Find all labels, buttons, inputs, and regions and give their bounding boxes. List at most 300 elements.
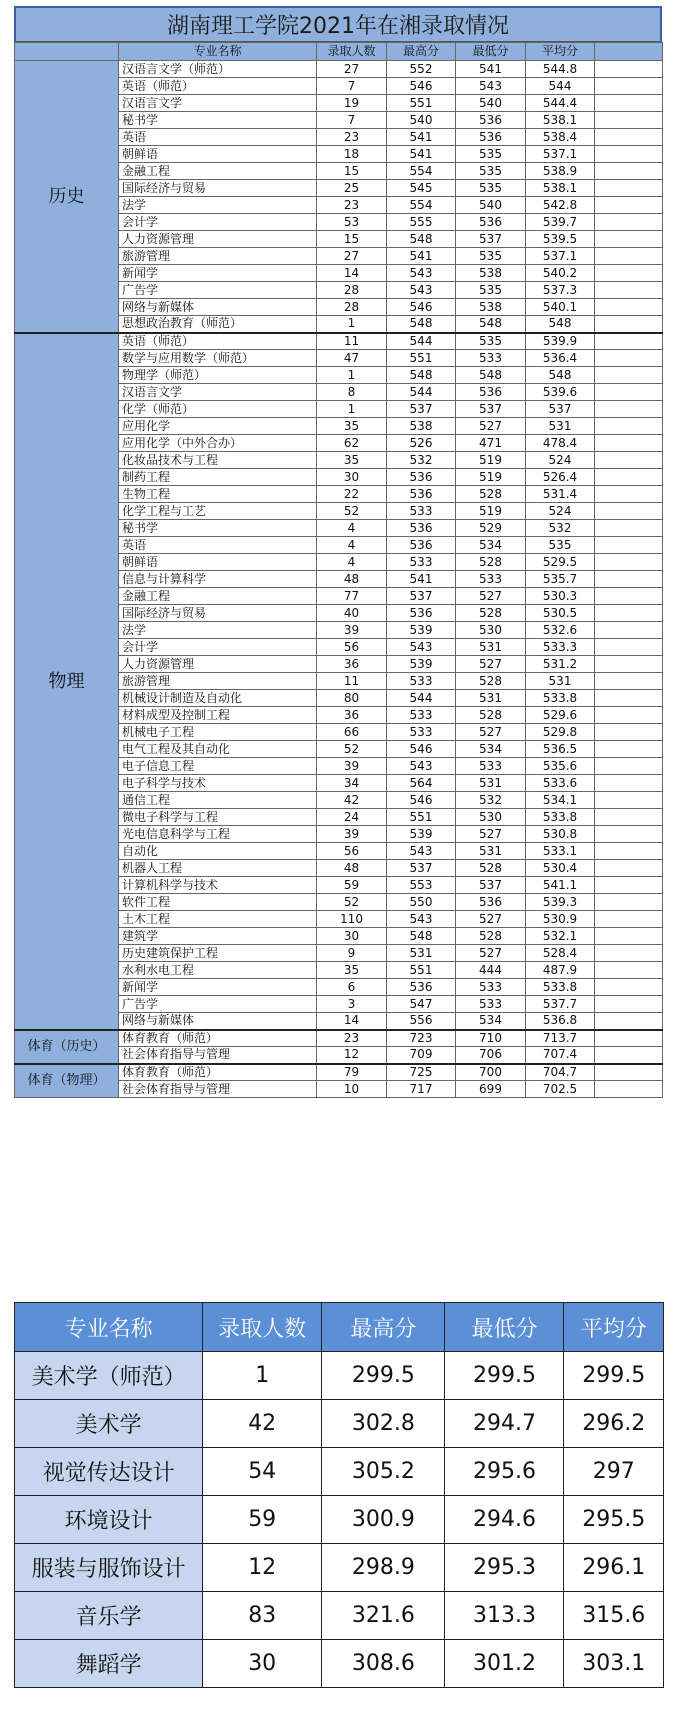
count-cell: 10 xyxy=(317,1081,387,1098)
table-row xyxy=(15,1496,664,1544)
empty-cell xyxy=(595,554,663,571)
count-cell: 36 xyxy=(317,656,387,673)
max-score-cell: 548 xyxy=(387,231,456,248)
count-cell: 52 xyxy=(317,741,387,758)
min-score-cell: 527 xyxy=(456,911,526,928)
lower-table-grid xyxy=(14,1302,664,1688)
max-score-cell: 564 xyxy=(387,775,456,792)
count-cell: 24 xyxy=(317,809,387,826)
max-score-cell: 548 xyxy=(387,316,456,333)
max-score-cell: 552 xyxy=(387,61,456,78)
avg-score-cell: 532.6 xyxy=(526,622,595,639)
count-cell: 15 xyxy=(317,163,387,180)
max-score-cell: 539 xyxy=(387,826,456,843)
major-cell: 材料成型及控制工程 xyxy=(119,707,317,724)
major-cell: 汉语言文学（师范） xyxy=(119,61,317,78)
max-score-cell: 533 xyxy=(387,673,456,690)
count-cell: 83 xyxy=(203,1592,322,1640)
min-score-cell: 527 xyxy=(456,826,526,843)
count-cell: 66 xyxy=(317,724,387,741)
count-cell: 39 xyxy=(317,826,387,843)
min-score-cell: 536 xyxy=(456,894,526,911)
empty-cell xyxy=(595,112,663,129)
avg-score-cell: 533.1 xyxy=(526,843,595,860)
major-cell: 会计学 xyxy=(119,639,317,656)
empty-cell xyxy=(595,503,663,520)
avg-score-cell: 531 xyxy=(526,418,595,435)
max-score-cell: 526 xyxy=(387,435,456,452)
major-cell: 广告学 xyxy=(119,996,317,1013)
count-cell: 34 xyxy=(317,775,387,792)
major-cell: 国际经济与贸易 xyxy=(119,180,317,197)
avg-score-cell: 713.7 xyxy=(526,1030,595,1047)
major-cell: 金融工程 xyxy=(119,588,317,605)
major-cell: 机械设计制造及自动化 xyxy=(119,690,317,707)
count-cell: 7 xyxy=(317,112,387,129)
major-cell: 软件工程 xyxy=(119,894,317,911)
empty-cell xyxy=(595,537,663,554)
count-cell: 30 xyxy=(317,928,387,945)
min-score-cell: 536 xyxy=(456,384,526,401)
major-cell: 服装与服饰设计 xyxy=(15,1544,203,1592)
count-cell: 14 xyxy=(317,1013,387,1030)
min-score-cell: 471 xyxy=(456,435,526,452)
empty-cell xyxy=(595,401,663,418)
count-cell: 7 xyxy=(317,78,387,95)
major-cell: 计算机科学与技术 xyxy=(119,877,317,894)
avg-score-cell: 530.8 xyxy=(526,826,595,843)
empty-cell xyxy=(595,469,663,486)
min-score-cell: 538 xyxy=(456,265,526,282)
min-score-cell: 531 xyxy=(456,639,526,656)
lower-header-avg: 平均分 xyxy=(564,1303,664,1352)
count-cell: 52 xyxy=(317,894,387,911)
min-score-cell: 301.2 xyxy=(445,1640,564,1688)
avg-score-cell: 536.4 xyxy=(526,350,595,367)
major-cell: 建筑学 xyxy=(119,928,317,945)
empty-cell xyxy=(595,1081,663,1098)
min-score-cell: 531 xyxy=(456,690,526,707)
avg-score-cell: 533.6 xyxy=(526,775,595,792)
max-score-cell: 553 xyxy=(387,877,456,894)
avg-score-cell: 533.8 xyxy=(526,809,595,826)
header-avg: 平均分 xyxy=(526,43,595,61)
count-cell: 42 xyxy=(317,792,387,809)
min-score-cell: 534 xyxy=(456,741,526,758)
count-cell: 77 xyxy=(317,588,387,605)
count-cell: 36 xyxy=(317,707,387,724)
min-score-cell: 535 xyxy=(456,248,526,265)
min-score-cell: 527 xyxy=(456,945,526,962)
min-score-cell: 700 xyxy=(456,1064,526,1081)
major-cell: 思想政治教育（师范） xyxy=(119,316,317,333)
max-score-cell: 539 xyxy=(387,622,456,639)
count-cell: 28 xyxy=(317,299,387,316)
empty-cell xyxy=(595,843,663,860)
min-score-cell: 536 xyxy=(456,112,526,129)
empty-cell xyxy=(595,214,663,231)
min-score-cell: 532 xyxy=(456,792,526,809)
major-cell: 朝鲜语 xyxy=(119,554,317,571)
count-cell: 30 xyxy=(317,469,387,486)
table-row xyxy=(15,1064,663,1081)
max-score-cell: 547 xyxy=(387,996,456,1013)
empty-cell xyxy=(595,1030,663,1047)
min-score-cell: 529 xyxy=(456,520,526,537)
major-cell: 英语 xyxy=(119,537,317,554)
table-row xyxy=(15,61,663,78)
empty-cell xyxy=(595,78,663,95)
empty-cell xyxy=(595,316,663,333)
empty-cell xyxy=(595,95,663,112)
avg-score-cell: 702.5 xyxy=(526,1081,595,1098)
major-cell: 新闻学 xyxy=(119,265,317,282)
major-cell: 秘书学 xyxy=(119,520,317,537)
count-cell: 47 xyxy=(317,350,387,367)
avg-score-cell: 524 xyxy=(526,503,595,520)
count-cell: 48 xyxy=(317,860,387,877)
count-cell: 11 xyxy=(317,333,387,350)
max-score-cell: 543 xyxy=(387,282,456,299)
min-score-cell: 533 xyxy=(456,350,526,367)
max-score-cell: 550 xyxy=(387,894,456,911)
empty-cell xyxy=(595,877,663,894)
max-score-cell: 555 xyxy=(387,214,456,231)
avg-score-cell: 538.9 xyxy=(526,163,595,180)
major-cell: 美术学（师范） xyxy=(15,1352,203,1400)
avg-score-cell: 529.5 xyxy=(526,554,595,571)
lower-header-major: 专业名称 xyxy=(15,1303,203,1352)
major-cell: 体育教育（师范） xyxy=(119,1064,317,1081)
major-cell: 机器人工程 xyxy=(119,860,317,877)
min-score-cell: 535 xyxy=(456,180,526,197)
min-score-cell: 534 xyxy=(456,537,526,554)
avg-score-cell: 537.1 xyxy=(526,146,595,163)
min-score-cell: 538 xyxy=(456,299,526,316)
count-cell: 56 xyxy=(317,639,387,656)
avg-score-cell: 704.7 xyxy=(526,1064,595,1081)
avg-score-cell: 534.1 xyxy=(526,792,595,809)
min-score-cell: 527 xyxy=(456,656,526,673)
count-cell: 30 xyxy=(203,1640,322,1688)
avg-score-cell: 532 xyxy=(526,520,595,537)
major-cell: 电子科学与技术 xyxy=(119,775,317,792)
min-score-cell: 527 xyxy=(456,588,526,605)
count-cell: 4 xyxy=(317,537,387,554)
max-score-cell: 548 xyxy=(387,367,456,384)
major-cell: 电气工程及其自动化 xyxy=(119,741,317,758)
major-cell: 化学工程与工艺 xyxy=(119,503,317,520)
major-cell: 自动化 xyxy=(119,843,317,860)
major-cell: 社会体育指导与管理 xyxy=(119,1081,317,1098)
count-cell: 23 xyxy=(317,197,387,214)
empty-cell xyxy=(595,894,663,911)
count-cell: 110 xyxy=(317,911,387,928)
count-cell: 6 xyxy=(317,979,387,996)
max-score-cell: 533 xyxy=(387,724,456,741)
major-cell: 水利水电工程 xyxy=(119,962,317,979)
major-cell: 新闻学 xyxy=(119,979,317,996)
empty-cell xyxy=(595,758,663,775)
count-cell: 39 xyxy=(317,622,387,639)
max-score-cell: 540 xyxy=(387,112,456,129)
min-score-cell: 528 xyxy=(456,928,526,945)
empty-cell xyxy=(595,622,663,639)
count-cell: 14 xyxy=(317,265,387,282)
major-cell: 微电子科学与工程 xyxy=(119,809,317,826)
max-score-cell: 536 xyxy=(387,520,456,537)
avg-score-cell: 542.8 xyxy=(526,197,595,214)
table-row xyxy=(15,1448,664,1496)
avg-score-cell: 544.4 xyxy=(526,95,595,112)
table-row xyxy=(15,1400,664,1448)
empty-cell xyxy=(595,435,663,452)
avg-score-cell: 530.5 xyxy=(526,605,595,622)
max-score-cell: 541 xyxy=(387,129,456,146)
avg-score-cell: 297 xyxy=(564,1448,664,1496)
count-cell: 59 xyxy=(317,877,387,894)
major-cell: 信息与计算科学 xyxy=(119,571,317,588)
count-cell: 1 xyxy=(317,316,387,333)
min-score-cell: 528 xyxy=(456,486,526,503)
min-score-cell: 530 xyxy=(456,809,526,826)
empty-cell xyxy=(595,180,663,197)
avg-score-cell: 537.1 xyxy=(526,248,595,265)
empty-cell xyxy=(595,996,663,1013)
max-score-cell: 321.6 xyxy=(322,1592,445,1640)
min-score-cell: 537 xyxy=(456,877,526,894)
count-cell: 11 xyxy=(317,673,387,690)
avg-score-cell: 536.5 xyxy=(526,741,595,758)
major-cell: 秘书学 xyxy=(119,112,317,129)
major-cell: 视觉传达设计 xyxy=(15,1448,203,1496)
empty-cell xyxy=(595,520,663,537)
max-score-cell: 544 xyxy=(387,690,456,707)
max-score-cell: 546 xyxy=(387,792,456,809)
max-score-cell: 302.8 xyxy=(322,1400,445,1448)
table-row xyxy=(15,1640,664,1688)
avg-score-cell: 530.4 xyxy=(526,860,595,877)
avg-score-cell: 532.1 xyxy=(526,928,595,945)
count-cell: 9 xyxy=(317,945,387,962)
avg-score-cell: 296.2 xyxy=(564,1400,664,1448)
max-score-cell: 533 xyxy=(387,503,456,520)
lower-table-body xyxy=(15,1352,664,1688)
major-cell: 广告学 xyxy=(119,282,317,299)
count-cell: 52 xyxy=(317,503,387,520)
min-score-cell: 313.3 xyxy=(445,1592,564,1640)
min-score-cell: 294.7 xyxy=(445,1400,564,1448)
avg-score-cell: 535.6 xyxy=(526,758,595,775)
max-score-cell: 546 xyxy=(387,78,456,95)
major-cell: 朝鲜语 xyxy=(119,146,317,163)
empty-cell xyxy=(595,265,663,282)
empty-cell xyxy=(595,588,663,605)
avg-score-cell: 526.4 xyxy=(526,469,595,486)
avg-score-cell: 544 xyxy=(526,78,595,95)
max-score-cell: 709 xyxy=(387,1047,456,1064)
min-score-cell: 533 xyxy=(456,571,526,588)
max-score-cell: 541 xyxy=(387,571,456,588)
upper-header-row xyxy=(15,43,663,61)
avg-score-cell: 539.9 xyxy=(526,333,595,350)
major-cell: 国际经济与贸易 xyxy=(119,605,317,622)
min-score-cell: 295.6 xyxy=(445,1448,564,1496)
empty-cell xyxy=(595,146,663,163)
avg-score-cell: 528.4 xyxy=(526,945,595,962)
count-cell: 1 xyxy=(317,401,387,418)
min-score-cell: 519 xyxy=(456,469,526,486)
empty-cell xyxy=(595,486,663,503)
avg-score-cell: 529.8 xyxy=(526,724,595,741)
max-score-cell: 536 xyxy=(387,605,456,622)
empty-cell xyxy=(595,605,663,622)
count-cell: 79 xyxy=(317,1064,387,1081)
empty-cell xyxy=(595,962,663,979)
max-score-cell: 543 xyxy=(387,639,456,656)
empty-cell xyxy=(595,928,663,945)
empty-cell xyxy=(595,673,663,690)
avg-score-cell: 533.3 xyxy=(526,639,595,656)
max-score-cell: 308.6 xyxy=(322,1640,445,1688)
avg-score-cell: 533.8 xyxy=(526,979,595,996)
count-cell: 62 xyxy=(317,435,387,452)
max-score-cell: 537 xyxy=(387,860,456,877)
max-score-cell: 725 xyxy=(387,1064,456,1081)
major-cell: 数学与应用数学（师范） xyxy=(119,350,317,367)
arts-admission-table xyxy=(14,1302,664,1688)
empty-cell xyxy=(595,945,663,962)
major-cell: 英语（师范） xyxy=(119,78,317,95)
max-score-cell: 717 xyxy=(387,1081,456,1098)
max-score-cell: 299.5 xyxy=(322,1352,445,1400)
min-score-cell: 699 xyxy=(456,1081,526,1098)
avg-score-cell: 535 xyxy=(526,537,595,554)
major-cell: 土木工程 xyxy=(119,911,317,928)
major-cell: 汉语言文学 xyxy=(119,384,317,401)
header-extra-cell xyxy=(595,43,663,61)
max-score-cell: 543 xyxy=(387,911,456,928)
min-score-cell: 706 xyxy=(456,1047,526,1064)
max-score-cell: 548 xyxy=(387,928,456,945)
min-score-cell: 299.5 xyxy=(445,1352,564,1400)
empty-cell xyxy=(595,299,663,316)
max-score-cell: 533 xyxy=(387,707,456,724)
min-score-cell: 533 xyxy=(456,996,526,1013)
group-label: 体育（物理） xyxy=(15,1064,119,1098)
count-cell: 19 xyxy=(317,95,387,112)
max-score-cell: 543 xyxy=(387,843,456,860)
max-score-cell: 544 xyxy=(387,384,456,401)
empty-cell xyxy=(595,707,663,724)
major-cell: 环境设计 xyxy=(15,1496,203,1544)
min-score-cell: 540 xyxy=(456,95,526,112)
major-cell: 音乐学 xyxy=(15,1592,203,1640)
major-cell: 制药工程 xyxy=(119,469,317,486)
avg-score-cell: 538.1 xyxy=(526,180,595,197)
avg-score-cell: 315.6 xyxy=(564,1592,664,1640)
table-row xyxy=(15,1352,664,1400)
min-score-cell: 528 xyxy=(456,673,526,690)
major-cell: 化妆品技术与工程 xyxy=(119,452,317,469)
lower-header-row xyxy=(15,1303,664,1352)
min-score-cell: 528 xyxy=(456,605,526,622)
count-cell: 4 xyxy=(317,520,387,537)
min-score-cell: 528 xyxy=(456,707,526,724)
count-cell: 59 xyxy=(203,1496,322,1544)
empty-cell xyxy=(595,418,663,435)
count-cell: 48 xyxy=(317,571,387,588)
major-cell: 法学 xyxy=(119,622,317,639)
min-score-cell: 295.3 xyxy=(445,1544,564,1592)
table-row xyxy=(15,1592,664,1640)
major-cell: 应用化学 xyxy=(119,418,317,435)
empty-cell xyxy=(595,741,663,758)
empty-cell xyxy=(595,197,663,214)
min-score-cell: 537 xyxy=(456,231,526,248)
major-cell: 化学（师范） xyxy=(119,401,317,418)
min-score-cell: 531 xyxy=(456,775,526,792)
max-score-cell: 551 xyxy=(387,95,456,112)
empty-cell xyxy=(595,979,663,996)
min-score-cell: 537 xyxy=(456,401,526,418)
avg-score-cell: 531.2 xyxy=(526,656,595,673)
avg-score-cell: 524 xyxy=(526,452,595,469)
major-cell: 机械电子工程 xyxy=(119,724,317,741)
min-score-cell: 533 xyxy=(456,979,526,996)
max-score-cell: 532 xyxy=(387,452,456,469)
min-score-cell: 531 xyxy=(456,843,526,860)
min-score-cell: 543 xyxy=(456,78,526,95)
max-score-cell: 536 xyxy=(387,469,456,486)
upper-table-body xyxy=(15,61,663,1098)
avg-score-cell: 487.9 xyxy=(526,962,595,979)
empty-cell xyxy=(595,129,663,146)
min-score-cell: 533 xyxy=(456,758,526,775)
max-score-cell: 723 xyxy=(387,1030,456,1047)
max-score-cell: 536 xyxy=(387,537,456,554)
max-score-cell: 546 xyxy=(387,741,456,758)
empty-cell xyxy=(595,1064,663,1081)
empty-cell xyxy=(595,639,663,656)
avg-score-cell: 541.1 xyxy=(526,877,595,894)
min-score-cell: 548 xyxy=(456,367,526,384)
max-score-cell: 300.9 xyxy=(322,1496,445,1544)
header-min: 最低分 xyxy=(456,43,526,61)
table-row xyxy=(15,1030,663,1047)
count-cell: 23 xyxy=(317,1030,387,1047)
count-cell: 12 xyxy=(317,1047,387,1064)
count-cell: 28 xyxy=(317,282,387,299)
empty-cell xyxy=(595,724,663,741)
upper-admission-table xyxy=(14,6,662,1098)
header-major: 专业名称 xyxy=(119,43,317,61)
major-cell: 生物工程 xyxy=(119,486,317,503)
major-cell: 社会体育指导与管理 xyxy=(119,1047,317,1064)
avg-score-cell: 539.5 xyxy=(526,231,595,248)
count-cell: 4 xyxy=(317,554,387,571)
major-cell: 网络与新媒体 xyxy=(119,299,317,316)
avg-score-cell: 296.1 xyxy=(564,1544,664,1592)
empty-cell xyxy=(595,384,663,401)
count-cell: 54 xyxy=(203,1448,322,1496)
empty-cell xyxy=(595,231,663,248)
major-cell: 通信工程 xyxy=(119,792,317,809)
max-score-cell: 554 xyxy=(387,197,456,214)
empty-cell xyxy=(595,1047,663,1064)
lower-header-max: 最高分 xyxy=(322,1303,445,1352)
min-score-cell: 527 xyxy=(456,418,526,435)
